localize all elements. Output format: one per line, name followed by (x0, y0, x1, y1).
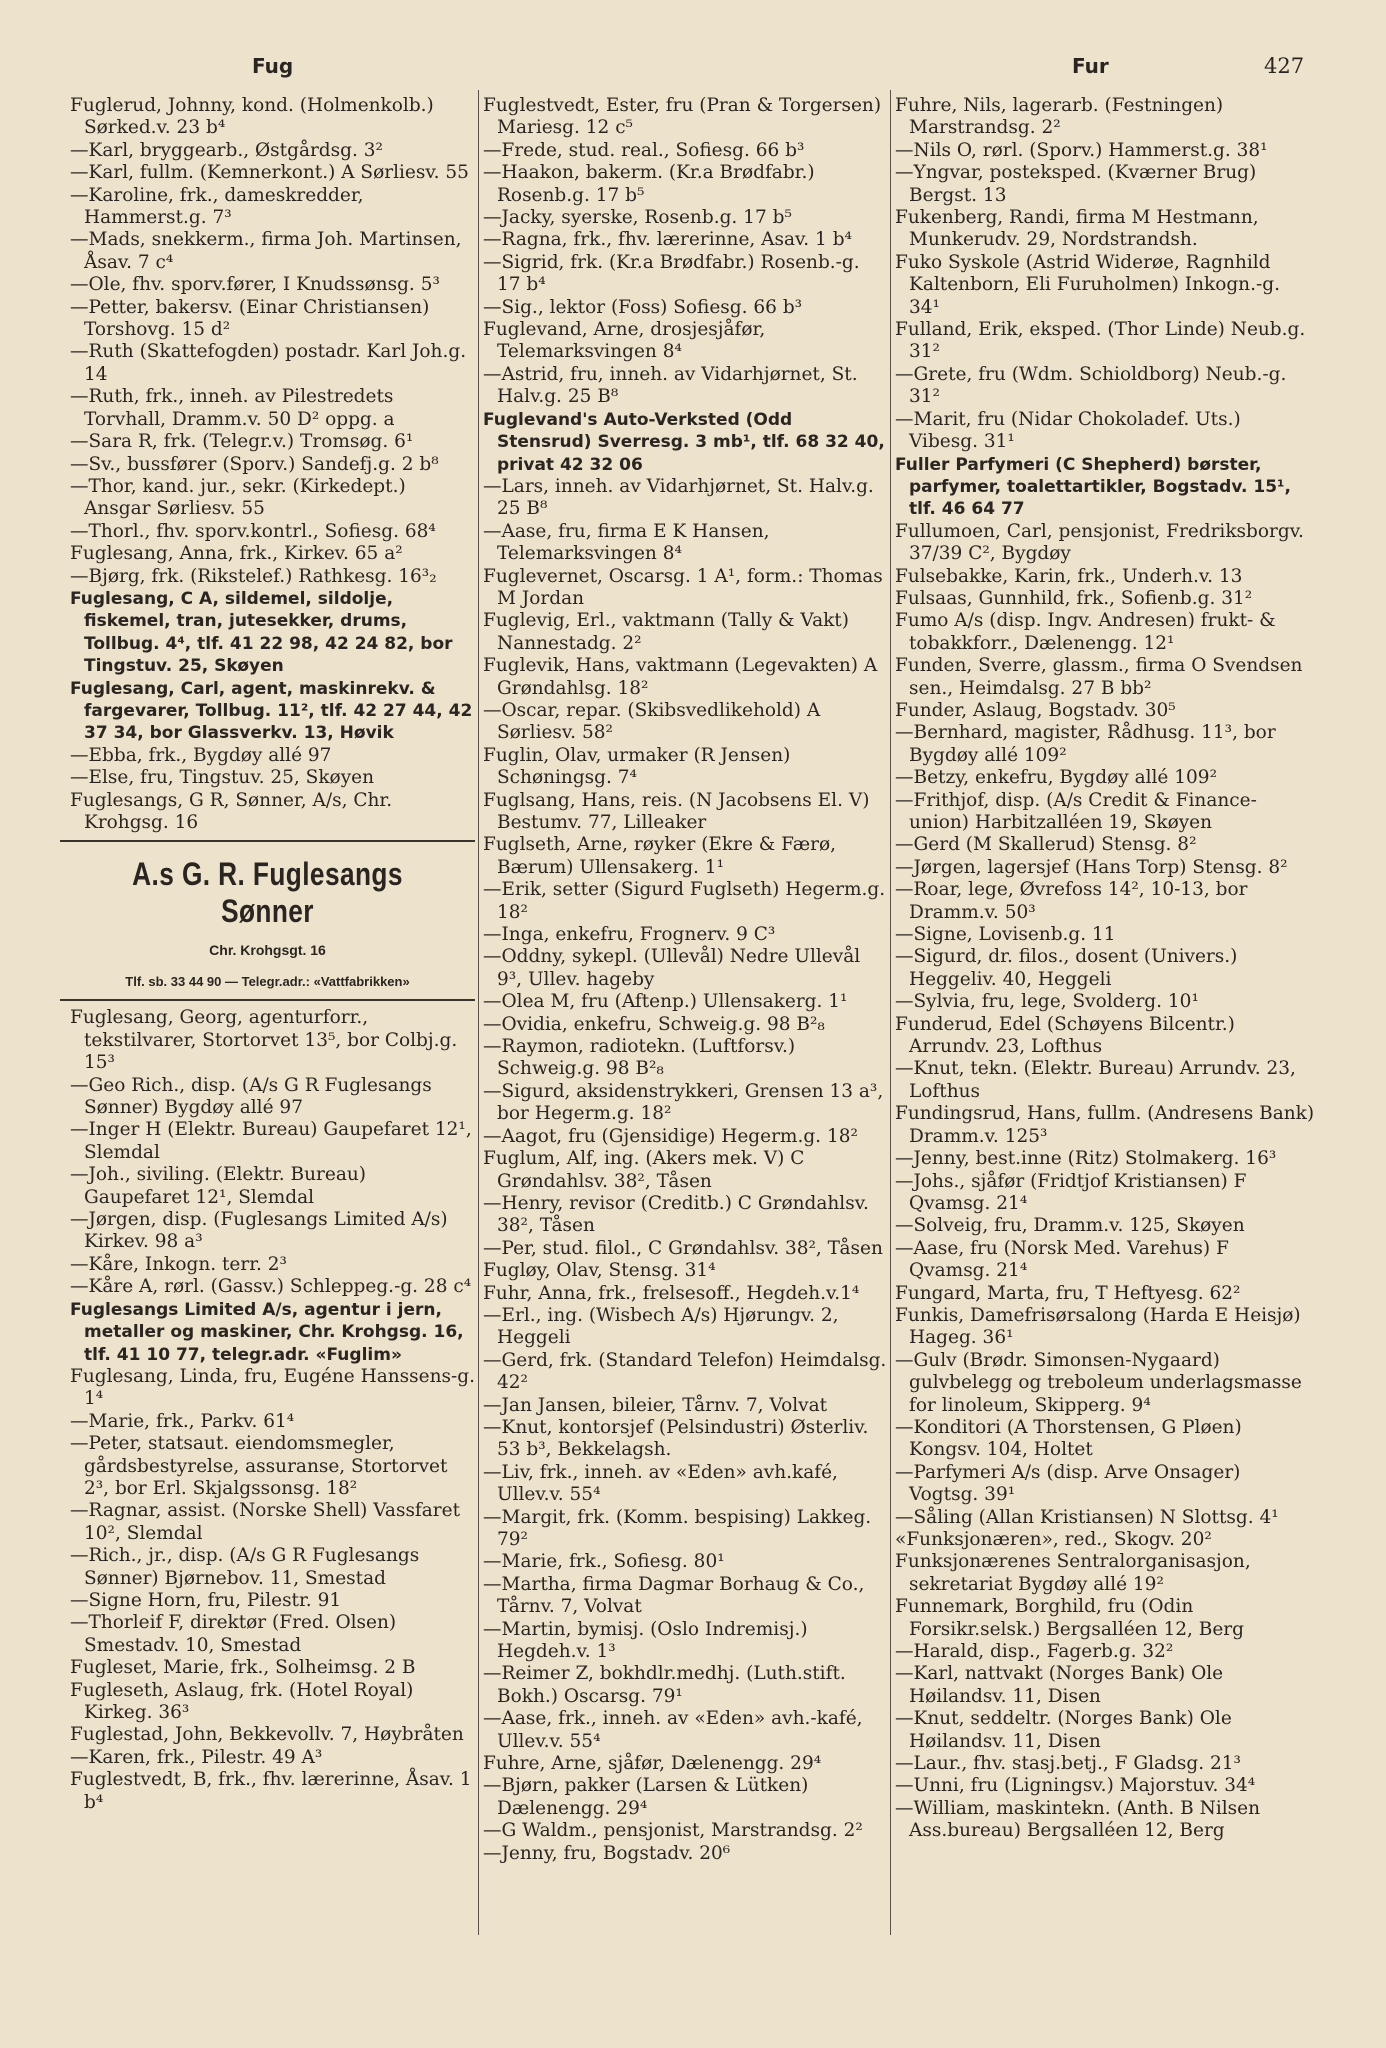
directory-entry: Fungard, Marta, fru, T Heftyesg. 62² (895, 1282, 1241, 1304)
directory-entry: —Erik, setter (Sigurd Fuglseth) Hegerm.g. 18² (483, 879, 886, 923)
directory-entry: —Rich., jr., disp. (A/s G R Fuglesangs Sønner) Bjørnebov. 11, Smestad (70, 1545, 420, 1589)
running-header-right: Fur (1072, 54, 1109, 78)
directory-entry: —Gerd, frk. (Standard Telefon) Heimdalsg. 42² (483, 1349, 887, 1394)
directory-entry: —Geo Rich., disp. (A/s G R Fuglesangs Sønner) Bygdøy allé 97 (70, 1074, 432, 1119)
directory-entry: —Reimer Z, bokhdlr.medhj. (Luth.stift. Bokh.) Oscarsg. 79¹ (483, 1663, 846, 1707)
directory-entry: Fugleseth, Aslaug, frk. (Hotel Royal) Kirkeg. 36³ (70, 1679, 414, 1723)
ad-telephone: Tlf. sb. 33 44 90 — Telegr.adr.: «Vattfabrikken» (125, 974, 410, 990)
directory-entry: —Thorleif F, direktør (Fred. Olsen) Smestadv. 10, Smestad (70, 1612, 397, 1656)
directory-entry: —Haakon, bakerm. (Kr.a Brødfabr.) Rosenb.g. 17 b⁵ (483, 162, 815, 206)
directory-entry: —Else, fru, Tingstuv. 25, Skøyen (70, 767, 375, 789)
directory-entry: —Astrid, fru, inneh. av Vidarhjørnet, St. Halv.g. 25 B⁸ (483, 363, 858, 408)
directory-entry: Fuglin, Olav, urmaker (R Jensen) Schøningsg. 7⁴ (483, 744, 791, 789)
directory-entry: Fuglesang, Linda, fru, Eugéne Hanssens-g. 1⁴ (70, 1365, 475, 1410)
entry-list (70, 95, 475, 834)
directory-entry: —Jenny, best.inne (Ritz) Stolmakerg. 16³ (895, 1148, 1277, 1170)
directory-entry: —Lars, inneh. av Vidarhjørnet, St. Halv.g. 25 B⁸ (483, 475, 874, 520)
directory-entry: —Marit, fru (Nidar Chokoladef. Uts.) Vibesg. 31¹ (895, 408, 1241, 453)
directory-entry: —Betzy, enkefru, Bygdøy allé 109² (895, 767, 1217, 789)
directory-entry: —Inger H (Elektr. Bureau) Gaupefaret 12¹, Slemdal (70, 1119, 472, 1163)
directory-entry: —Sv., bussfører (Sporv.) Sandefj.g. 2 b⁸ (70, 453, 439, 475)
directory-entry: —Raymon, radiotekn. (Luftforsv.) Schweig.g. 98 B²₈ (483, 1036, 796, 1080)
entry-list (70, 1007, 475, 1814)
column-divider (478, 90, 479, 1935)
directory-entry: —Frede, stud. real., Sofiesg. 66 b³ (483, 139, 805, 161)
directory-entry: —Thor, kand. jur., sekr. (Kirkedept.) Ansgar Sørliesv. 55 (70, 475, 406, 520)
directory-entry: Fuglesang, Carl, agent, maskinrekv. & fargevarer, Tollbug. 11², tlf. 42 27 44, 42 37 34, bor Glassverkv. 13, Høvik (70, 678, 473, 744)
entry-list (895, 95, 1315, 1843)
directory-entry: Fugløy, Olav, Stensg. 31⁴ (483, 1260, 716, 1282)
directory-entry: —Grete, fru (Wdm. Schioldborg) Neub.-g. 31² (895, 363, 1287, 408)
directory-entry: Funksjonærenes Sentralorganisasjon, sekretariat Bygdøy allé 19² (895, 1551, 1251, 1595)
directory-entry: —Martin, bymisj. (Oslo Indremisj.) Hegdeh.v. 1³ (483, 1618, 808, 1663)
directory-entry: —Parfymeri A/s (disp. Arve Onsager) Vogtsg. 39¹ (895, 1461, 1241, 1506)
directory-entry: —Bjørn, pakker (Larsen & Lütken) Dælenengg. 29⁴ (483, 1775, 809, 1819)
directory-entry: —Solveig, fru, Dramm.v. 125, Skøyen (895, 1215, 1245, 1237)
directory-entry: —Mads, snekkerm., firma Joh. Martinsen, Åsav. 7 c⁴ (70, 229, 462, 273)
directory-entry: —Frithjof, disp. (A/s Credit & Finance-union) Harbitzalléen 19, Skøyen (895, 789, 1257, 833)
directory-entry: Fuglestad, John, Bekkevollv. 7, Høybråten (70, 1724, 464, 1746)
directory-entry: —Unni, fru (Ligningsv.) Majorstuv. 34⁴ (895, 1775, 1256, 1797)
directory-entry: —Liv, frk., inneh. av «Eden» avh.kafé, Ullev.v. 55⁴ (483, 1461, 838, 1506)
directory-entry: —Ruth, frk., inneh. av Pilestredets Torvhall, Dramm.v. 50 D² oppg. a (70, 386, 395, 430)
directory-entry: Fuglesang, C A, sildemel, sildolje, fiskemel, tran, jutesekker, drums, Tollbug. 4⁴, tlf. 41 22 98, 42 24 82, bor Tingstuv. 25, Skøyen (70, 588, 453, 677)
directory-entry: Fuglsang, Hans, reis. (N Jacobsens El. V) Bestumv. 77, Lilleaker (483, 789, 870, 833)
directory-entry: —Knut, tekn. (Elektr. Bureau) Arrundv. 23, Lofthus (895, 1058, 1296, 1102)
directory-entry: —Signe, Lovisenb.g. 11 (895, 924, 1116, 946)
directory-entry: —Per, stud. filol., C Grøndahlsv. 38², Tåsen (483, 1237, 883, 1259)
directory-entry: —Kåre A, rørl. (Gassv.) Schleppeg.-g. 28 c⁴ (70, 1276, 472, 1298)
directory-entry: Funnemark, Borghild, fru (Odin Forsikr.selsk.) Bergsalléen 12, Berg (895, 1596, 1244, 1640)
ad-title: A.s G. R. Fuglesangs Sønner (132, 856, 403, 930)
directory-entry: Fuglevik, Hans, vaktmann (Legevakten) A Grøndahlsg. 18² (483, 655, 878, 699)
directory-entry: —Ragnar, assist. (Norske Shell) Vassfaret 10², Slemdal (70, 1500, 461, 1544)
column-3 (895, 95, 1315, 1843)
entry-list (483, 95, 888, 1865)
directory-entry: Fuller Parfymeri (C Shepherd) børster, parfymer, toalettartikler, Bogstadv. 15¹, tlf. 46 64 77 (895, 454, 1291, 520)
directory-entry: —Ebba, frk., Bygdøy allé 97 (70, 744, 332, 766)
directory-entry: Fuglestvedt, Ester, fru (Pran & Torgersen) Mariesg. 12 c⁵ (483, 95, 882, 139)
directory-entry: Fuglesang, Anna, frk., Kirkev. 65 a² (70, 543, 403, 565)
directory-entry: Fulsebakke, Karin, frk., Underh.v. 13 (895, 565, 1243, 587)
directory-entry: —Sig., lektor (Foss) Sofiesg. 66 b³ (483, 296, 803, 318)
directory-entry: —William, maskintekn. (Anth. B Nilsen Ass.bureau) Bergsalléen 12, Berg (895, 1797, 1261, 1842)
directory-entry: Fuhr, Anna, frk., frelsesoff., Hegdeh.v.1⁴ (483, 1282, 860, 1304)
directory-entry: Fuglevernet, Oscarsg. 1 A¹, form.: Thomas M Jordan (483, 565, 883, 609)
directory-entry: —Bjørg, frk. (Rikstelef.) Rathkesg. 16³₂ (70, 565, 437, 587)
directory-entry: —Gerd (M Skallerud) Stensg. 8² (895, 834, 1197, 856)
directory-entry: Fulland, Erik, eksped. (Thor Linde) Neub.g. 31² (895, 319, 1306, 363)
directory-entry: —Olea M, fru (Aftenp.) Ullensakerg. 1¹ (483, 991, 848, 1013)
directory-entry: —Karl, fullm. (Kemnerkont.) A Sørliesv. 55 (70, 162, 469, 184)
directory-entry: —Petter, bakersv. (Einar Christiansen) Torshovg. 15 d² (70, 296, 430, 341)
directory-entry: —Peter, statsaut. eiendomsmegler, gårdsbestyrelse, assuranse, Stortorvet 2³, bor Erl. Skjalgssonsg. 18² (70, 1433, 448, 1499)
directory-entry: —Martha, firma Dagmar Borhaug & Co., Tårnv. 7, Volvat (483, 1573, 865, 1618)
directory-entry: —Ragna, frk., fhv. lærerinne, Asav. 1 b⁴ (483, 229, 852, 251)
directory-entry: —Jenny, fru, Bogstadv. 20⁶ (483, 1842, 731, 1864)
directory-entry: —Ruth (Skattefogden) postadr. Karl Joh.g. 14 (70, 341, 467, 385)
directory-entry: —Erl., ing. (Wisbech A/s) Hjørungv. 2, Heggeli (483, 1304, 839, 1349)
directory-entry: —Marie, frk., Sofiesg. 80¹ (483, 1551, 725, 1573)
column-2 (483, 95, 888, 1865)
directory-entry: —Jacky, syerske, Rosenb.g. 17 b⁵ (483, 207, 792, 229)
directory-entry: —Karl, bryggearb., Østgårdsg. 3² (70, 139, 383, 161)
directory-entry: —Nils O, rørl. (Sporv.) Hammerst.g. 38¹ (895, 139, 1268, 161)
directory-entry: —Marie, frk., Parkv. 61⁴ (70, 1410, 295, 1432)
directory-entry: Fukenberg, Randi, firma M Hestmann, Munkerudv. 29, Nordstrandsh. (895, 207, 1259, 251)
directory-entry: —Inga, enkefru, Frognerv. 9 C³ (483, 924, 776, 946)
directory-entry: —Bernhard, magister, Rådhusg. 11³, bor Bygdøy allé 109² (895, 722, 1276, 766)
directory-entry: Fuglestvedt, B, frk., fhv. lærerinne, Åsav. 1 b⁴ (70, 1769, 472, 1813)
directory-entry: —Signe Horn, fru, Pilestr. 91 (70, 1589, 342, 1611)
directory-entry: Fullumoen, Carl, pensjonist, Fredriksborgv. 37/39 C², Bygdøy (895, 520, 1304, 565)
directory-entry: Fuko Syskole (Astrid Widerøe, Ragnhild Kaltenborn, Eli Furuholmen) Inkogn.-g. 34¹ (895, 251, 1280, 318)
directory-entry: Funderud, Edel (Schøyens Bilcentr.) Arrundv. 23, Lofthus (895, 1013, 1235, 1058)
advertisement-box (60, 840, 475, 1001)
directory-entry: —Kåre, Inkogn. terr. 2³ (70, 1253, 287, 1275)
directory-entry: Fuglesangs, G R, Sønner, A/s, Chr. Krohgsg. 16 (70, 789, 393, 833)
directory-entry: —Aase, fru (Norsk Med. Varehus) F Qvamsg. 21⁴ (895, 1237, 1229, 1282)
directory-entry: —G Waldm., pensjonist, Marstrandsg. 2² (483, 1820, 863, 1842)
directory-entry: —Laur., fhv. stasj.betj., F Gladsg. 21³ (895, 1753, 1241, 1775)
directory-entry: —Margit, frk. (Komm. bespising) Lakkeg. 79² (483, 1506, 872, 1550)
directory-entry: —Ole, fhv. sporv.fører, I Knudssønsg. 5³ (70, 274, 440, 296)
directory-entry: Fumo A/s (disp. Ingv. Andresen) frukt- & tobakkforr., Dælenengg. 12¹ (895, 610, 1276, 654)
directory-entry: —Sigrid, frk. (Kr.a Brødfabr.) Rosenb.-g. 17 b⁴ (483, 251, 860, 296)
directory-entry: —Jørgen, lagersjef (Hans Torp) Stensg. 8² (895, 856, 1288, 878)
directory-entry: —Karen, frk., Pilestr. 49 A³ (70, 1746, 323, 1768)
directory-entry: —Aagot, fru (Gjensidige) Hegerm.g. 18² (483, 1125, 858, 1147)
directory-entry: Fuglerud, Johnny, kond. (Holmenkolb.) Sørked.v. 23 b⁴ (70, 95, 434, 139)
column-divider (890, 90, 891, 1935)
directory-entry: Fuhre, Arne, sjåfør, Dælenengg. 29⁴ (483, 1753, 822, 1775)
page-number: 427 (1264, 54, 1305, 78)
directory-entry: Funkis, Damefrisørsalong (Harda E Heisjø) Hageg. 36¹ (895, 1304, 1301, 1349)
directory-entry: Fulsaas, Gunnhild, frk., Sofienb.g. 31² (895, 587, 1253, 609)
directory-entry: Funden, Sverre, glassm., firma O Svendsen sen., Heimdalsg. 27 B bb² (895, 655, 1303, 699)
running-header-left: Fug (252, 54, 294, 78)
directory-entry: Fundingsrud, Hans, fullm. (Andresens Bank) Dramm.v. 125³ (895, 1103, 1315, 1147)
directory-entry: —Johs., sjåfør (Fridtjof Kristiansen) F Qvamsg. 21⁴ (895, 1170, 1247, 1214)
directory-entry: Fuglesang, Georg, agenturforr., tekstilvarer, Stortorvet 13⁵, bor Colbj.g. 15³ (70, 1007, 458, 1074)
directory-entry: —Såling (Allan Kristiansen) N Slottsg. 4¹ (895, 1506, 1279, 1528)
directory-entry: —Karl, nattvakt (Norges Bank) Ole Høilandsv. 11, Disen (895, 1663, 1224, 1707)
directory-entry: —Sara R, frk. (Telegr.v.) Tromsøg. 6¹ (70, 431, 414, 453)
directory-entry: Fuglevand's Auto-Verksted (Odd Stensrud) Sverresg. 3 mb¹, tlf. 68 32 40, privat 42 32 06 (483, 409, 885, 475)
directory-entry: —Aase, fru, firma E K Hansen, Telemarksvingen 8⁴ (483, 520, 770, 565)
directory-entry: Fugleset, Marie, frk., Solheimsg. 2 B (70, 1657, 416, 1679)
directory-entry: —Konditori (A Thorstensen, G Pløen) Kongsv. 104, Holtet (895, 1416, 1242, 1461)
directory-entry: Fuglesangs Limited A/s, agentur i jern, metaller og maskiner, Chr. Krohgsg. 16, tlf. 41 10 77, telegr.adr. «Fuglim» (70, 1299, 464, 1365)
directory-entry: —Henry, revisor (Creditb.) C Grøndahlsv. 38², Tåsen (483, 1192, 869, 1237)
directory-entry: Fuglevand, Arne, drosjesjåfør, Telemarksvingen 8⁴ (483, 319, 766, 363)
directory-entry: «Funksjonæren», red., Skogv. 20² (895, 1529, 1212, 1550)
directory-entry: —Sigurd, dr. filos., dosent (Univers.) Heggeliv. 40, Heggeli (895, 946, 1238, 990)
directory-entry: —Yngvar, posteksped. (Kværner Brug) Bergst. 13 (895, 162, 1257, 206)
directory-entry: —Joh., siviling. (Elektr. Bureau) Gaupefaret 12¹, Slemdal (70, 1164, 367, 1208)
directory-entry: —Knut, kontorsjef (Pelsindustri) Østerliv. 53 b³, Bekkelagsh. (483, 1416, 869, 1461)
column-1 (70, 95, 475, 1814)
directory-entry: —Karoline, frk., dameskredder, Hammerst.g. 7³ (70, 184, 364, 229)
ad-address: Chr. Krohgsgt. 16 (209, 942, 326, 959)
directory-entry: —Gulv (Brødr. Simonsen-Nygaard) gulvbelegg og treboleum underlagsmasse for linoleum, Skipperg. 9⁴ (895, 1349, 1302, 1416)
directory-entry: —Oscar, repar. (Skibsvedlikehold) A Sørliesv. 58² (483, 699, 821, 744)
directory-entry: —Ovidia, enkefru, Schweig.g. 98 B²₈ (483, 1013, 825, 1035)
directory-entry: —Sylvia, fru, lege, Svolderg. 10¹ (895, 991, 1199, 1013)
directory-entry: Fuglseth, Arne, røyker (Ekre & Færø, Bærum) Ullensakerg. 1¹ (483, 834, 836, 878)
directory-entry: Fuglevig, Erl., vaktmann (Tally & Vakt) Nannestadg. 2² (483, 610, 849, 654)
directory-entry: —Oddny, sykepl. (Ullevål) Nedre Ullevål 9³, Ullev. hageby (483, 946, 861, 990)
directory-entry: —Thorl., fhv. sporv.kontrl., Sofiesg. 68⁴ (70, 520, 436, 542)
directory-entry: Funder, Aslaug, Bogstadv. 30⁵ (895, 699, 1176, 721)
directory-entry: Fuglum, Alf, ing. (Akers mek. V) C Grøndahlsv. 38², Tåsen (483, 1148, 805, 1192)
directory-entry: —Roar, lege, Øvrefoss 14², 10-13, bor Dramm.v. 50³ (895, 879, 1248, 923)
directory-entry: —Knut, seddeltr. (Norges Bank) Ole Høilandsv. 11, Disen (895, 1708, 1232, 1752)
directory-entry: Fuhre, Nils, lagerarb. (Festningen) Marstrandsg. 2² (895, 95, 1224, 139)
directory-entry: —Sigurd, aksidenstrykkeri, Grensen 13 a³, bor Hegerm.g. 18² (483, 1080, 884, 1125)
directory-entry: —Jan Jansen, bileier, Tårnv. 7, Volvat (483, 1394, 828, 1416)
directory-entry: —Harald, disp., Fagerb.g. 32² (895, 1641, 1174, 1663)
directory-entry: —Jørgen, disp. (Fuglesangs Limited A/s) Kirkev. 98 a³ (70, 1209, 448, 1253)
directory-entry: —Aase, frk., inneh. av «Eden» avh.-kafé, Ullev.v. 55⁴ (483, 1708, 863, 1752)
